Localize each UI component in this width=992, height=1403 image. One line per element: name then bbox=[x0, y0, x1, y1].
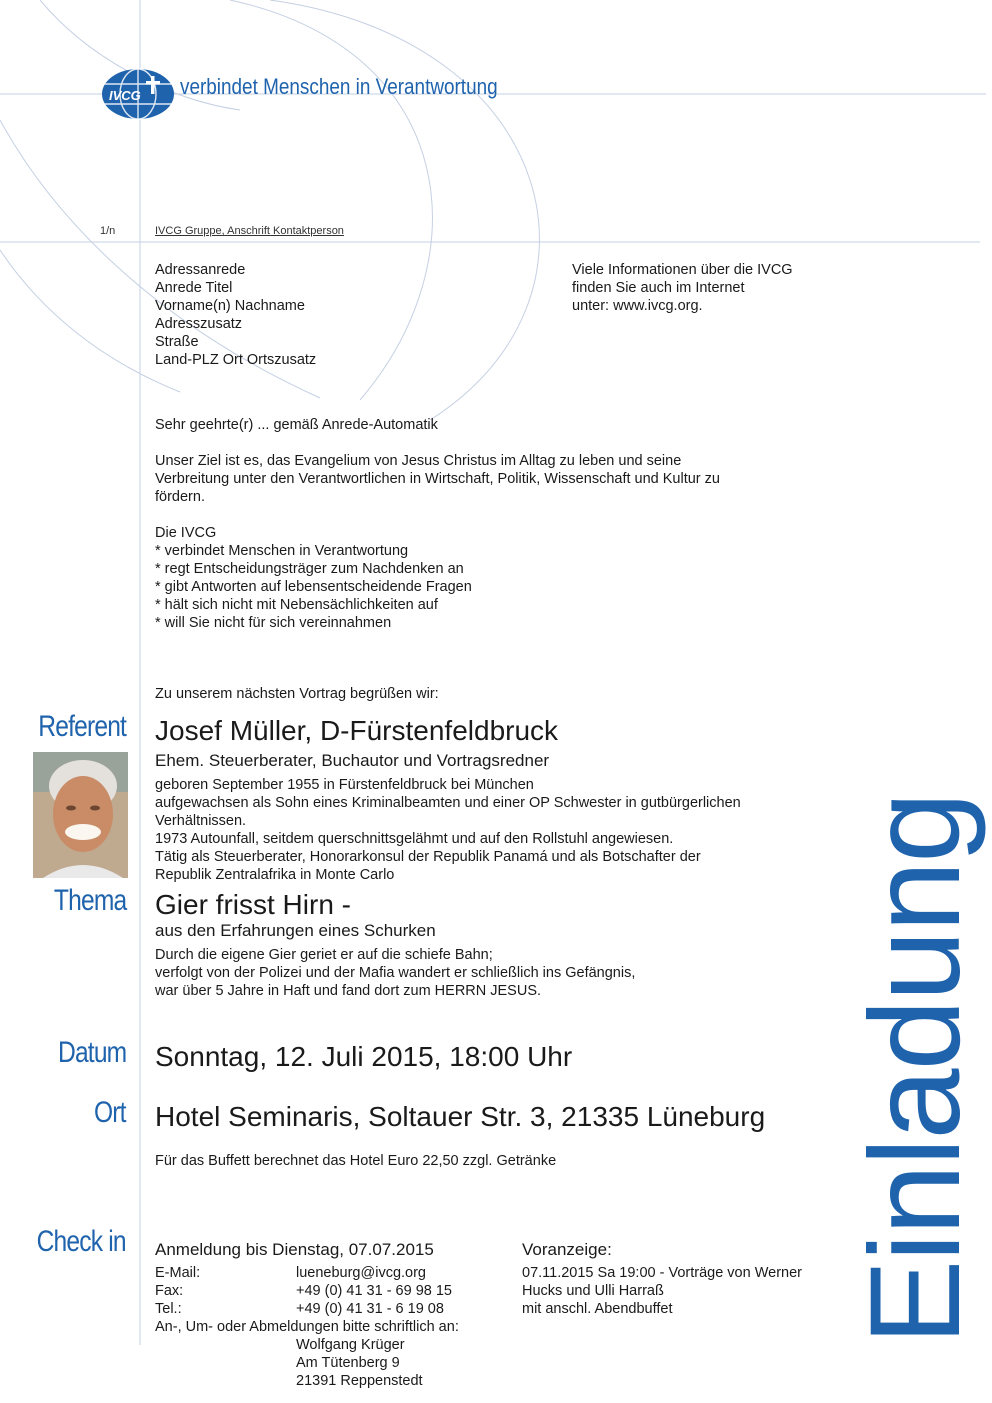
phone-number[interactable]: +49 (0) 41 31 - 6 19 08 bbox=[296, 1301, 444, 1317]
referent-bio bbox=[155, 776, 741, 884]
tagline: verbindet Menschen in Verantwortung bbox=[180, 74, 498, 99]
address-line: Vorname(n) Nachname bbox=[155, 298, 305, 314]
label-datum: Datum bbox=[57, 1036, 126, 1069]
goal-paragraph bbox=[155, 452, 720, 506]
contact-label: Fax: bbox=[155, 1283, 184, 1299]
preview-line: Hucks und Ulli Harraß bbox=[522, 1283, 664, 1299]
page-number: 1/n bbox=[100, 225, 116, 237]
address-line: Straße bbox=[155, 334, 199, 350]
event-location: Hotel Seminaris, Soltauer Str. 3, 21335 Lüneburg bbox=[155, 1101, 766, 1132]
referent-photo bbox=[33, 752, 128, 878]
address-line: 21391 Reppenstedt bbox=[296, 1373, 423, 1389]
info-box bbox=[572, 261, 793, 315]
list-item: * hält sich nicht mit Nebensächlichkeiten auf bbox=[155, 597, 438, 613]
registration-deadline: Anmeldung bis Dienstag, 07.07.2015 bbox=[155, 1240, 434, 1259]
label-thema: Thema bbox=[53, 884, 126, 917]
address-line: Land-PLZ Ort Ortszusatz bbox=[155, 352, 317, 368]
info-line: finden Sie auch im Internet bbox=[572, 280, 745, 296]
intro-line: Zu unserem nächsten Vortrag begrüßen wir: bbox=[155, 686, 439, 702]
fax-number: +49 (0) 41 31 - 69 98 15 bbox=[296, 1283, 452, 1299]
label-referent: Referent bbox=[38, 710, 126, 743]
contact-address bbox=[296, 1336, 423, 1390]
sender-line: IVCG Gruppe, Anschrift Kontaktperson bbox=[155, 225, 344, 237]
portrait-image bbox=[33, 752, 128, 878]
email-link[interactable]: lueneburg@ivcg.org bbox=[296, 1265, 426, 1281]
paragraph-line: Unser Ziel ist es, das Evangelium von Jesus Christus im Alltag zu leben und seine bbox=[155, 453, 682, 469]
list-item: * will Sie nicht für sich vereinnahmen bbox=[155, 615, 392, 631]
contact-values bbox=[296, 1264, 452, 1318]
preview-heading: Voranzeige: bbox=[522, 1240, 612, 1259]
salutation: Sehr geehrte(r) ... gemäß Anrede-Automatik bbox=[155, 417, 438, 433]
referent-name: Josef Müller, D-Fürstenfeldbruck bbox=[155, 715, 559, 746]
address-line: Anrede Titel bbox=[155, 280, 233, 296]
bio-line: Republik Zentralafrika in Monte Carlo bbox=[155, 867, 395, 883]
list-item: * regt Entscheidungsträger zum Nachdenken an bbox=[155, 561, 464, 577]
address-block bbox=[155, 261, 316, 369]
list-item: Die IVCG bbox=[155, 525, 217, 541]
bio-line: aufgewachsen als Sohn eines Kriminalbeamten und einer OP Schwester in gutbürgerlichen bbox=[155, 795, 741, 811]
event-date: Sonntag, 12. Juli 2015, 18:00 Uhr bbox=[155, 1041, 573, 1072]
bio-line: geboren September 1955 in Fürstenfeldbruck bei München bbox=[155, 777, 534, 793]
list-item: * gibt Antworten auf lebensentscheidende Fragen bbox=[155, 579, 472, 595]
arc-left bbox=[0, 250, 180, 392]
info-line[interactable]: unter: www.ivcg.org. bbox=[572, 298, 703, 314]
address-line: Adressanrede bbox=[155, 262, 246, 278]
address-line: Wolfgang Krüger bbox=[296, 1337, 405, 1353]
logo-abbr: IVCG bbox=[109, 88, 141, 103]
thema-title: Gier frisst Hirn - bbox=[155, 889, 351, 920]
preview-line: mit anschl. Abendbuffet bbox=[522, 1301, 673, 1317]
description-line: Durch die eigene Gier geriet er auf die schiefe Bahn; bbox=[155, 947, 493, 963]
contact-label: E-Mail: bbox=[155, 1265, 201, 1281]
description-line: war über 5 Jahre in Haft und fand dort zum HERRN JESUS. bbox=[155, 983, 542, 999]
referent-role: Ehem. Steuerberater, Buchautor und Vortragsredner bbox=[155, 751, 550, 770]
buffet-note: Für das Buffett berechnet das Hotel Euro 22,50 zzgl. Getränke bbox=[155, 1153, 557, 1169]
vertical-title: Einladung bbox=[844, 793, 987, 1345]
thema-subtitle: aus den Erfahrungen eines Schurken bbox=[155, 921, 436, 940]
paragraph-line: fördern. bbox=[155, 489, 205, 505]
label-checkin: Check in bbox=[36, 1225, 126, 1258]
preview-line: 07.11.2015 Sa 19:00 - Vorträge von Werner bbox=[522, 1265, 802, 1281]
ivcg-list bbox=[155, 524, 472, 632]
label-ort: Ort bbox=[94, 1096, 126, 1129]
address-line: Am Tütenberg 9 bbox=[296, 1355, 400, 1371]
contact-labels bbox=[155, 1264, 200, 1318]
logo[interactable] bbox=[101, 68, 175, 120]
list-item: * verbindet Menschen in Verantwortung bbox=[155, 543, 409, 559]
preview-text bbox=[522, 1264, 802, 1318]
bio-line: Tätig als Steuerberater, Honorarkonsul der Republik Panamá und als Botschafter der bbox=[155, 849, 701, 865]
paragraph-line: Verbreitung unter den Verantwortlichen in Wirtschaft, Politik, Wissenschaft und Kultur zu bbox=[155, 471, 720, 487]
info-line: Viele Informationen über die IVCG bbox=[572, 262, 793, 278]
address-line: Adresszusatz bbox=[155, 316, 243, 332]
bio-line: 1973 Autounfall, seitdem querschnittsgelähmt und auf den Rollstuhl angewiesen. bbox=[155, 831, 674, 847]
thema-description bbox=[155, 946, 635, 1000]
contact-label: Tel.: bbox=[155, 1301, 182, 1317]
written-note: An-, Um- oder Abmeldungen bitte schriftlich an: bbox=[155, 1319, 459, 1335]
bio-line: Verhältnissen. bbox=[155, 813, 247, 829]
description-line: verfolgt von der Polizei und der Mafia wandert er schließlich ins Gefängnis, bbox=[155, 965, 636, 981]
